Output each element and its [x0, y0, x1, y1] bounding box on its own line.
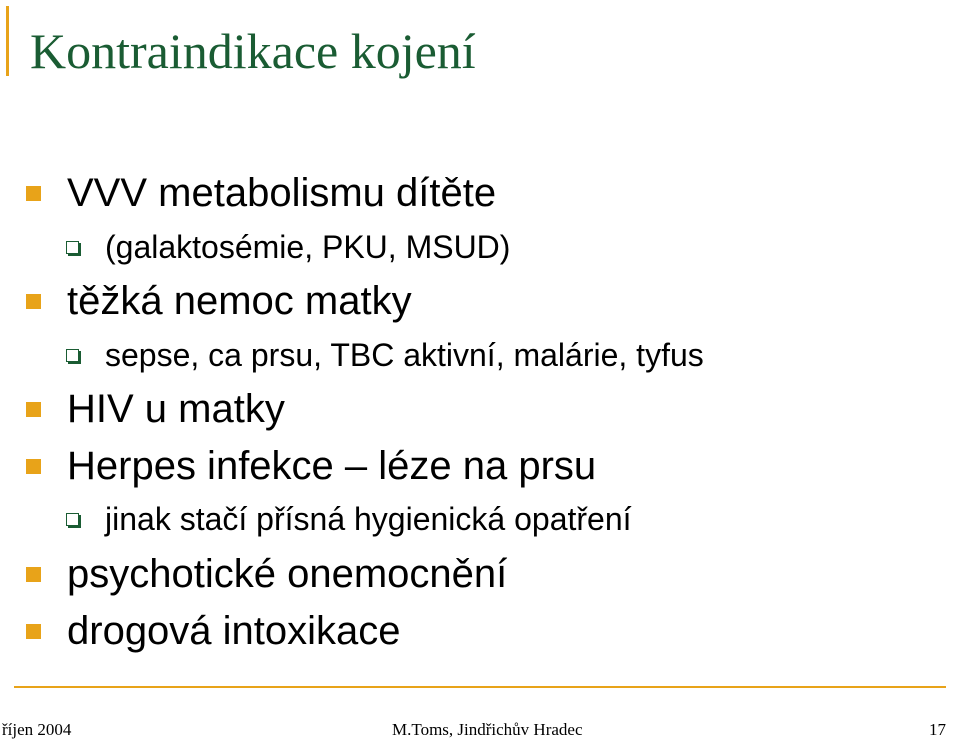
bullet-text: HIV u matky — [67, 386, 285, 431]
sub-bullet-item — [66, 225, 510, 269]
bullet-text: VVV metabolismu dítěte — [67, 170, 497, 215]
square-bullet-icon — [26, 294, 41, 309]
bullet-item — [26, 276, 412, 326]
bullet-item — [26, 606, 401, 656]
footer-author: M.Toms, Jindřichův Hradec — [392, 720, 583, 739]
slide-title: Kontraindikace kojení — [30, 23, 476, 79]
bullet-item — [26, 384, 285, 434]
square-bullet-icon — [26, 624, 41, 639]
square-bullet-icon — [26, 186, 41, 201]
square-bullet-icon — [26, 402, 41, 417]
checkbox-bullet-icon — [66, 349, 79, 362]
bullet-text: psychotické onemocnění — [67, 551, 508, 596]
checkbox-bullet-icon — [66, 513, 79, 526]
checkbox-bullet-icon — [66, 241, 79, 254]
bullet-text: sepse, ca prsu, TBC aktivní, malárie, tyfus — [105, 336, 704, 373]
bullet-item — [26, 441, 596, 491]
footer-divider — [14, 686, 946, 688]
bullet-item — [26, 549, 507, 599]
square-bullet-icon — [26, 567, 41, 582]
bullet-item — [26, 168, 496, 218]
bullet-text: (galaktosémie, PKU, MSUD) — [105, 228, 511, 265]
square-bullet-icon — [26, 459, 41, 474]
bullet-text: těžká nemoc matky — [67, 278, 412, 323]
bullet-text: Herpes infekce – léze na prsu — [67, 443, 597, 488]
sub-bullet-item — [66, 497, 632, 541]
bullet-text: jinak stačí přísná hygienická opatření — [105, 500, 632, 537]
bullet-text: drogová intoxikace — [67, 608, 401, 653]
footer-page-number: 17 — [929, 720, 946, 739]
sub-bullet-item — [66, 333, 704, 377]
footer-date: říjen 2004 — [2, 720, 72, 739]
